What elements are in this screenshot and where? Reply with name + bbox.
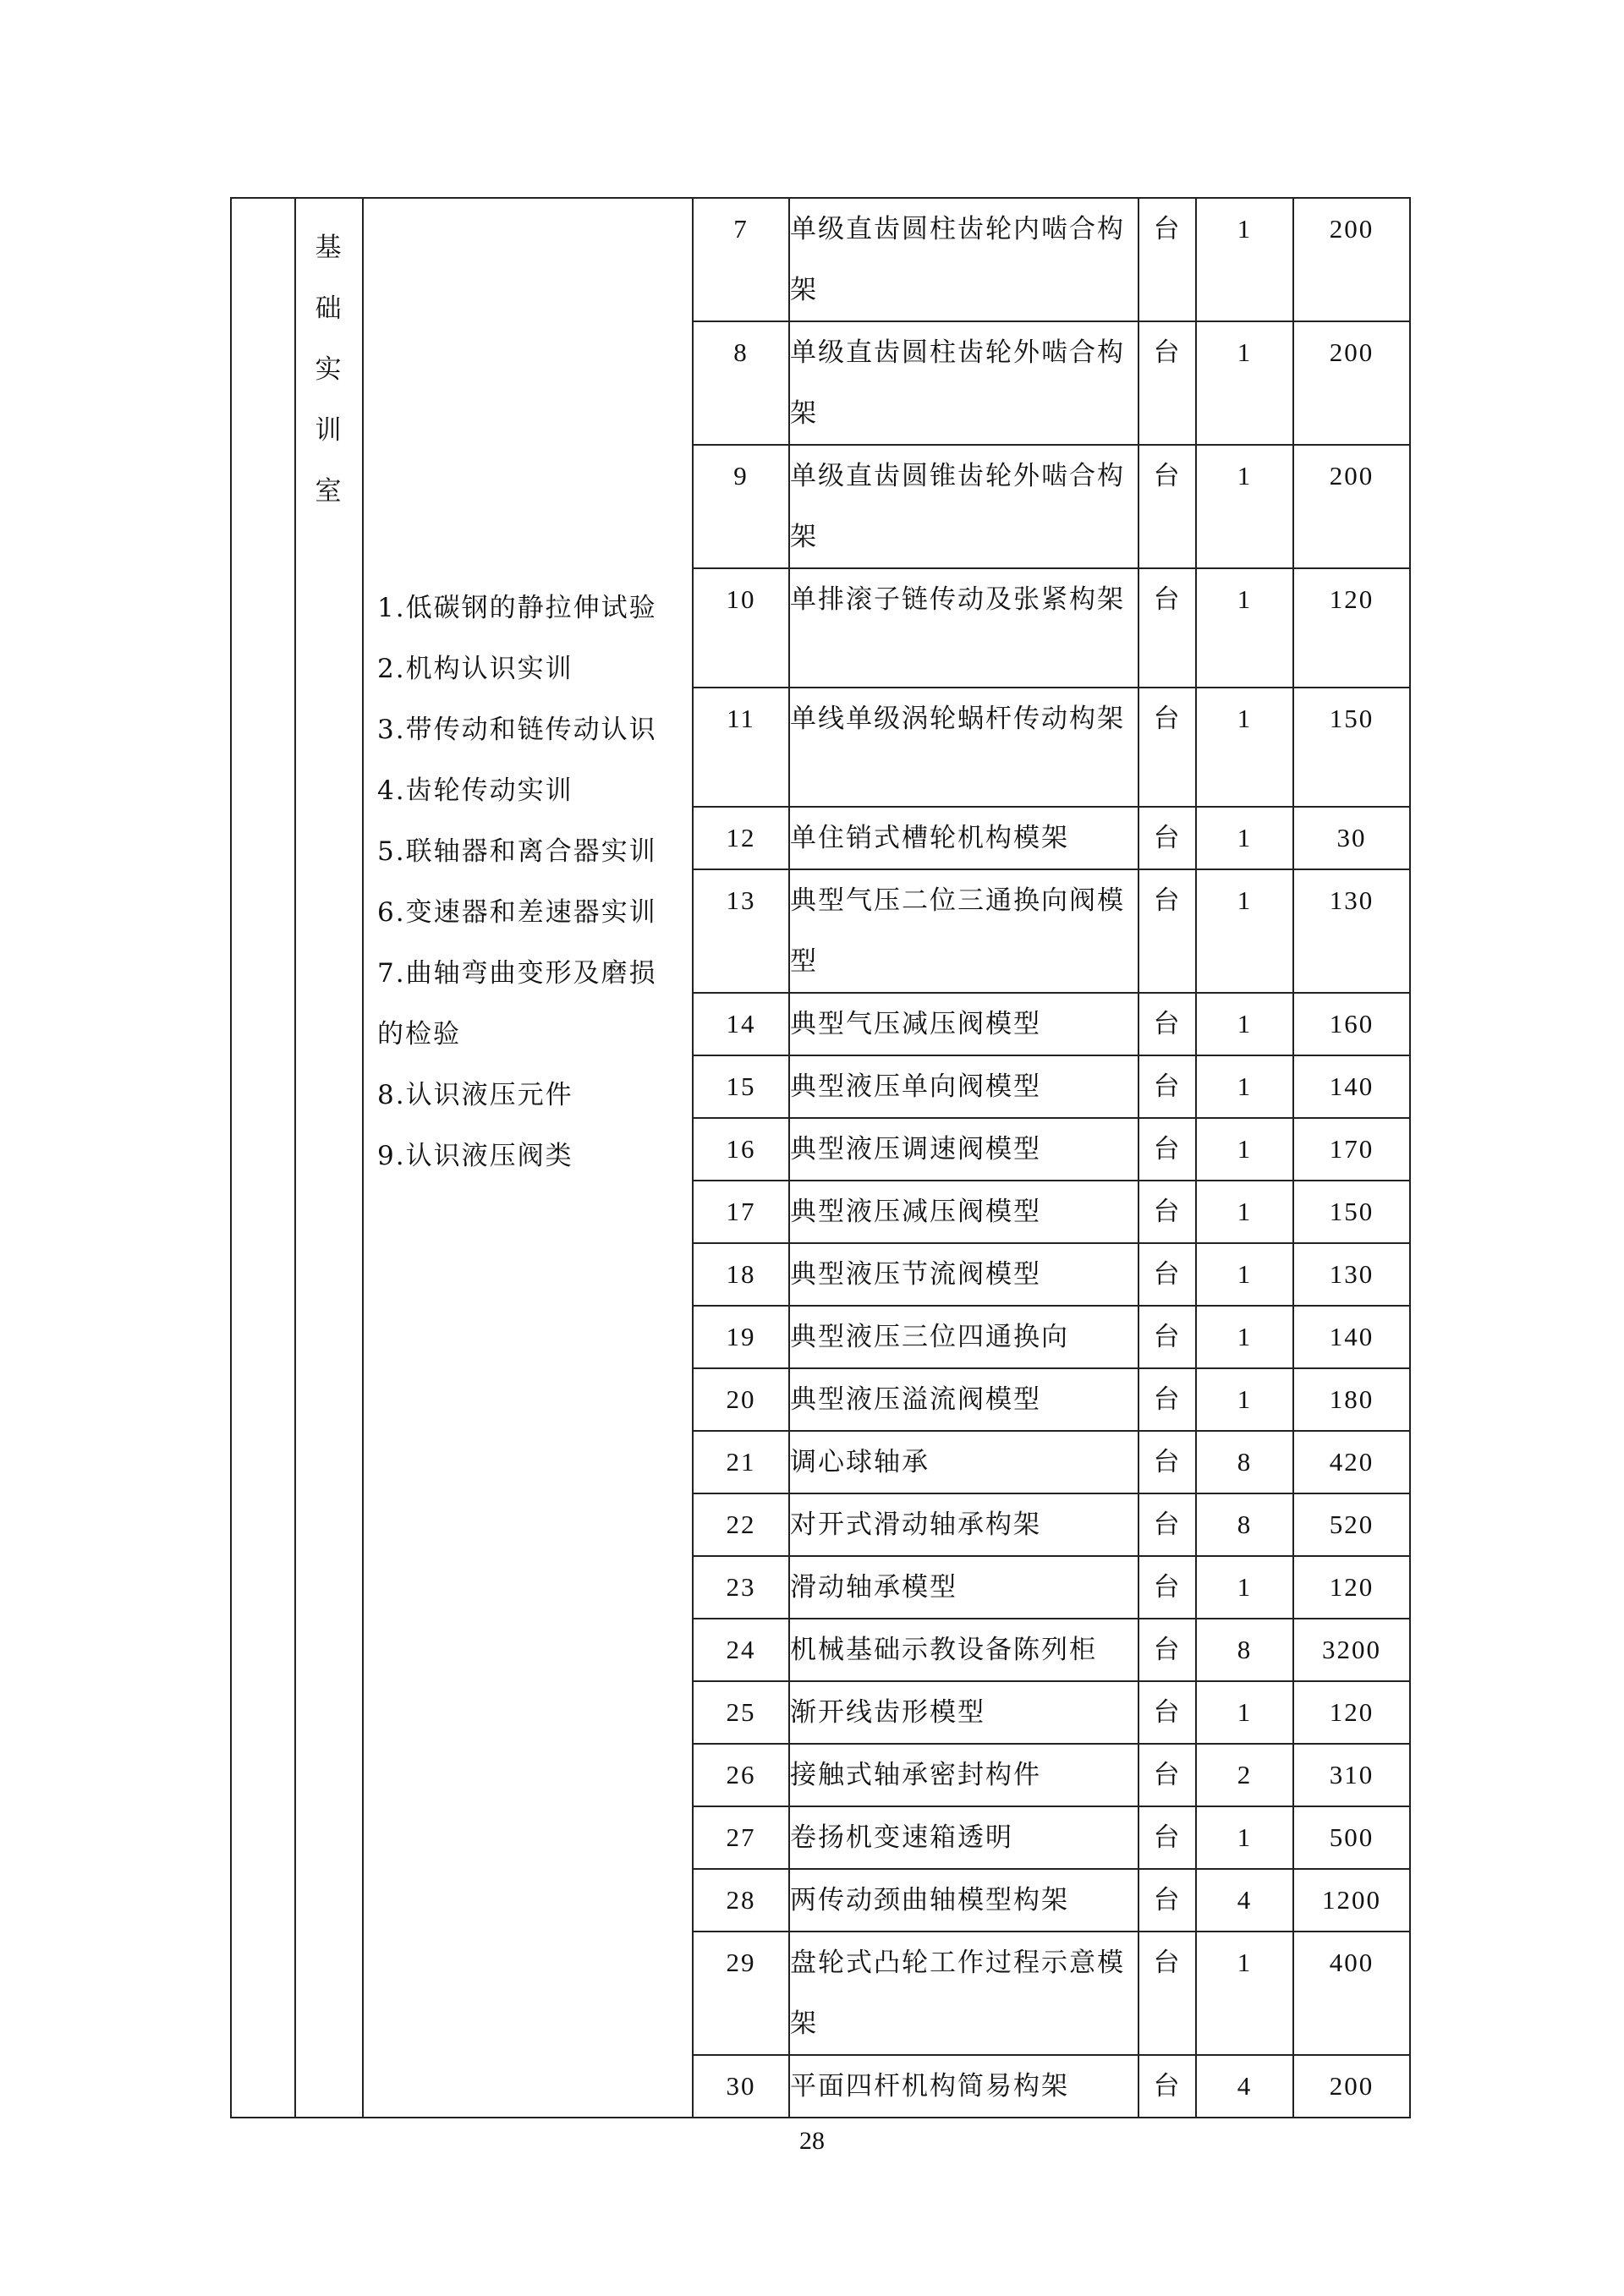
- price-cell: 30: [1293, 807, 1410, 869]
- unit-cell: 台: [1138, 993, 1196, 1055]
- item-number-cell: 13: [693, 869, 789, 993]
- quantity-cell: 1: [1196, 1181, 1293, 1243]
- item-number-cell: 19: [693, 1306, 789, 1368]
- unit-cell: 台: [1138, 1055, 1196, 1118]
- quantity-cell: 1: [1196, 1681, 1293, 1744]
- item-number-cell: 29: [693, 1932, 789, 2055]
- unit-cell: 台: [1138, 1118, 1196, 1181]
- training-projects-list: [364, 199, 692, 1186]
- unit-cell: 台: [1138, 1493, 1196, 1556]
- unit-cell: 台: [1138, 869, 1196, 993]
- training-project-item: 1.低碳钢的静拉伸试验: [377, 593, 657, 623]
- table-row: [231, 198, 1410, 321]
- training-project-item: 7.曲轴弯曲变形及磨损: [377, 958, 657, 989]
- equipment-name-cell: 典型液压减压阀模型: [789, 1181, 1138, 1243]
- item-number-cell: 23: [693, 1556, 789, 1619]
- price-cell: 310: [1293, 1744, 1410, 1806]
- blank-category-cell: [231, 198, 295, 2118]
- item-number-cell: 9: [693, 445, 789, 568]
- quantity-cell: 8: [1196, 1619, 1293, 1681]
- item-number-cell: 14: [693, 993, 789, 1055]
- unit-cell: 台: [1138, 688, 1196, 807]
- item-number-cell: 18: [693, 1243, 789, 1306]
- item-number-cell: 27: [693, 1806, 789, 1869]
- price-cell: 180: [1293, 1368, 1410, 1431]
- training-project-item: 4.齿轮传动实训: [377, 775, 573, 806]
- equipment-name-cell: 渐开线齿形模型: [789, 1681, 1138, 1744]
- quantity-cell: 1: [1196, 1306, 1293, 1368]
- item-number-cell: 11: [693, 688, 789, 807]
- unit-cell: 台: [1138, 1806, 1196, 1869]
- equipment-name-cell: 典型液压单向阀模型: [789, 1055, 1138, 1118]
- room-name-char: 训: [315, 415, 343, 446]
- equipment-name-cell: 单住销式槽轮机构模架: [789, 807, 1138, 869]
- price-cell: 200: [1293, 445, 1410, 568]
- equipment-name-cell: 单线单级涡轮蜗杆传动构架: [789, 688, 1138, 807]
- price-cell: 130: [1293, 1243, 1410, 1306]
- unit-cell: 台: [1138, 1431, 1196, 1493]
- item-number-cell: 24: [693, 1619, 789, 1681]
- unit-cell: 台: [1138, 1368, 1196, 1431]
- equipment-name-cell: 典型液压溢流阀模型: [789, 1368, 1138, 1431]
- equipment-name-cell: 滑动轴承模型: [789, 1556, 1138, 1619]
- price-cell: 130: [1293, 869, 1410, 993]
- item-number-cell: 17: [693, 1181, 789, 1243]
- room-name-cell: [295, 198, 363, 2118]
- price-cell: 170: [1293, 1118, 1410, 1181]
- quantity-cell: 1: [1196, 568, 1293, 688]
- equipment-table-body: [231, 198, 1410, 2118]
- price-cell: 150: [1293, 688, 1410, 807]
- room-name-char: 实: [315, 354, 343, 385]
- equipment-name-cell: 接触式轴承密封构件: [789, 1744, 1138, 1806]
- price-cell: 3200: [1293, 1619, 1410, 1681]
- price-cell: 520: [1293, 1493, 1410, 1556]
- equipment-name-cell: 典型气压二位三通换向阀模型: [789, 869, 1138, 993]
- equipment-name-cell: 两传动颈曲轴模型构架: [789, 1869, 1138, 1932]
- item-number-cell: 28: [693, 1869, 789, 1932]
- training-projects-cell: [363, 198, 693, 2118]
- unit-cell: 台: [1138, 445, 1196, 568]
- quantity-cell: 1: [1196, 445, 1293, 568]
- quantity-cell: 1: [1196, 1243, 1293, 1306]
- price-cell: 1200: [1293, 1869, 1410, 1932]
- room-name-char: 室: [315, 476, 343, 507]
- training-project-item: 2.机构认识实训: [377, 654, 573, 684]
- unit-cell: 台: [1138, 1556, 1196, 1619]
- quantity-cell: 8: [1196, 1431, 1293, 1493]
- quantity-cell: 8: [1196, 1493, 1293, 1556]
- price-cell: 140: [1293, 1055, 1410, 1118]
- equipment-name-cell: 卷扬机变速箱透明: [789, 1806, 1138, 1869]
- quantity-cell: 1: [1196, 1932, 1293, 2055]
- quantity-cell: 1: [1196, 807, 1293, 869]
- equipment-name-cell: 单级直齿圆柱齿轮外啮合构架: [789, 321, 1138, 445]
- item-number-cell: 12: [693, 807, 789, 869]
- quantity-cell: 1: [1196, 1556, 1293, 1619]
- price-cell: 500: [1293, 1806, 1410, 1869]
- quantity-cell: 1: [1196, 993, 1293, 1055]
- unit-cell: 台: [1138, 1869, 1196, 1932]
- quantity-cell: 1: [1196, 198, 1293, 321]
- quantity-cell: 4: [1196, 1869, 1293, 1932]
- price-cell: 140: [1293, 1306, 1410, 1368]
- item-number-cell: 10: [693, 568, 789, 688]
- equipment-name-cell: 单级直齿圆柱齿轮内啮合构架: [789, 198, 1138, 321]
- unit-cell: 台: [1138, 2055, 1196, 2118]
- price-cell: 420: [1293, 1431, 1410, 1493]
- unit-cell: 台: [1138, 1181, 1196, 1243]
- equipment-name-cell: 典型液压调速阀模型: [789, 1118, 1138, 1181]
- item-number-cell: 26: [693, 1744, 789, 1806]
- quantity-cell: 2: [1196, 1744, 1293, 1806]
- unit-cell: 台: [1138, 1744, 1196, 1806]
- item-number-cell: 30: [693, 2055, 789, 2118]
- price-cell: 400: [1293, 1932, 1410, 2055]
- room-name-char: 础: [315, 293, 343, 324]
- unit-cell: 台: [1138, 1243, 1196, 1306]
- training-project-item: 6.变速器和差速器实训: [377, 897, 657, 928]
- price-cell: 200: [1293, 2055, 1410, 2118]
- item-number-cell: 25: [693, 1681, 789, 1744]
- quantity-cell: 1: [1196, 321, 1293, 445]
- unit-cell: 台: [1138, 1619, 1196, 1681]
- unit-cell: 台: [1138, 1932, 1196, 2055]
- equipment-table: [230, 197, 1411, 2118]
- unit-cell: 台: [1138, 321, 1196, 445]
- price-cell: 200: [1293, 198, 1410, 321]
- equipment-name-cell: 单排滚子链传动及张紧构架: [789, 568, 1138, 688]
- quantity-cell: 1: [1196, 1055, 1293, 1118]
- price-cell: 120: [1293, 1681, 1410, 1744]
- equipment-name-cell: 对开式滑动轴承构架: [789, 1493, 1138, 1556]
- price-cell: 160: [1293, 993, 1410, 1055]
- item-number-cell: 8: [693, 321, 789, 445]
- item-number-cell: 7: [693, 198, 789, 321]
- training-project-item: 9.认识液压阀类: [377, 1141, 573, 1171]
- quantity-cell: 1: [1196, 1118, 1293, 1181]
- equipment-name-cell: 典型液压节流阀模型: [789, 1243, 1138, 1306]
- equipment-name-cell: 平面四杆机构简易构架: [789, 2055, 1138, 2118]
- room-name-char: 基: [315, 233, 343, 263]
- training-project-item: 的检验: [377, 1019, 461, 1049]
- item-number-cell: 21: [693, 1431, 789, 1493]
- training-project-item: 5.联轴器和离合器实训: [377, 836, 657, 867]
- item-number-cell: 16: [693, 1118, 789, 1181]
- quantity-cell: 1: [1196, 1806, 1293, 1869]
- item-number-cell: 20: [693, 1368, 789, 1431]
- unit-cell: 台: [1138, 198, 1196, 321]
- page-number: 28: [799, 2127, 825, 2155]
- equipment-name-cell: 盘轮式凸轮工作过程示意模架: [789, 1932, 1138, 2055]
- price-cell: 150: [1293, 1181, 1410, 1243]
- unit-cell: 台: [1138, 568, 1196, 688]
- item-number-cell: 15: [693, 1055, 789, 1118]
- quantity-cell: 1: [1196, 688, 1293, 807]
- equipment-name-cell: 典型液压三位四通换向: [789, 1306, 1138, 1368]
- price-cell: 200: [1293, 321, 1410, 445]
- quantity-cell: 4: [1196, 2055, 1293, 2118]
- equipment-name-cell: 典型气压减压阀模型: [789, 993, 1138, 1055]
- price-cell: 120: [1293, 1556, 1410, 1619]
- quantity-cell: 1: [1196, 1368, 1293, 1431]
- training-project-item: 3.带传动和链传动认识: [377, 715, 657, 745]
- unit-cell: 台: [1138, 807, 1196, 869]
- quantity-cell: 1: [1196, 869, 1293, 993]
- unit-cell: 台: [1138, 1306, 1196, 1368]
- price-cell: 120: [1293, 568, 1410, 688]
- item-number-cell: 22: [693, 1493, 789, 1556]
- equipment-name-cell: 机械基础示教设备陈列柜: [789, 1619, 1138, 1681]
- unit-cell: 台: [1138, 1681, 1196, 1744]
- equipment-name-cell: 调心球轴承: [789, 1431, 1138, 1493]
- equipment-name-cell: 单级直齿圆锥齿轮外啮合构架: [789, 445, 1138, 568]
- training-project-item: 8.认识液压元件: [377, 1080, 573, 1110]
